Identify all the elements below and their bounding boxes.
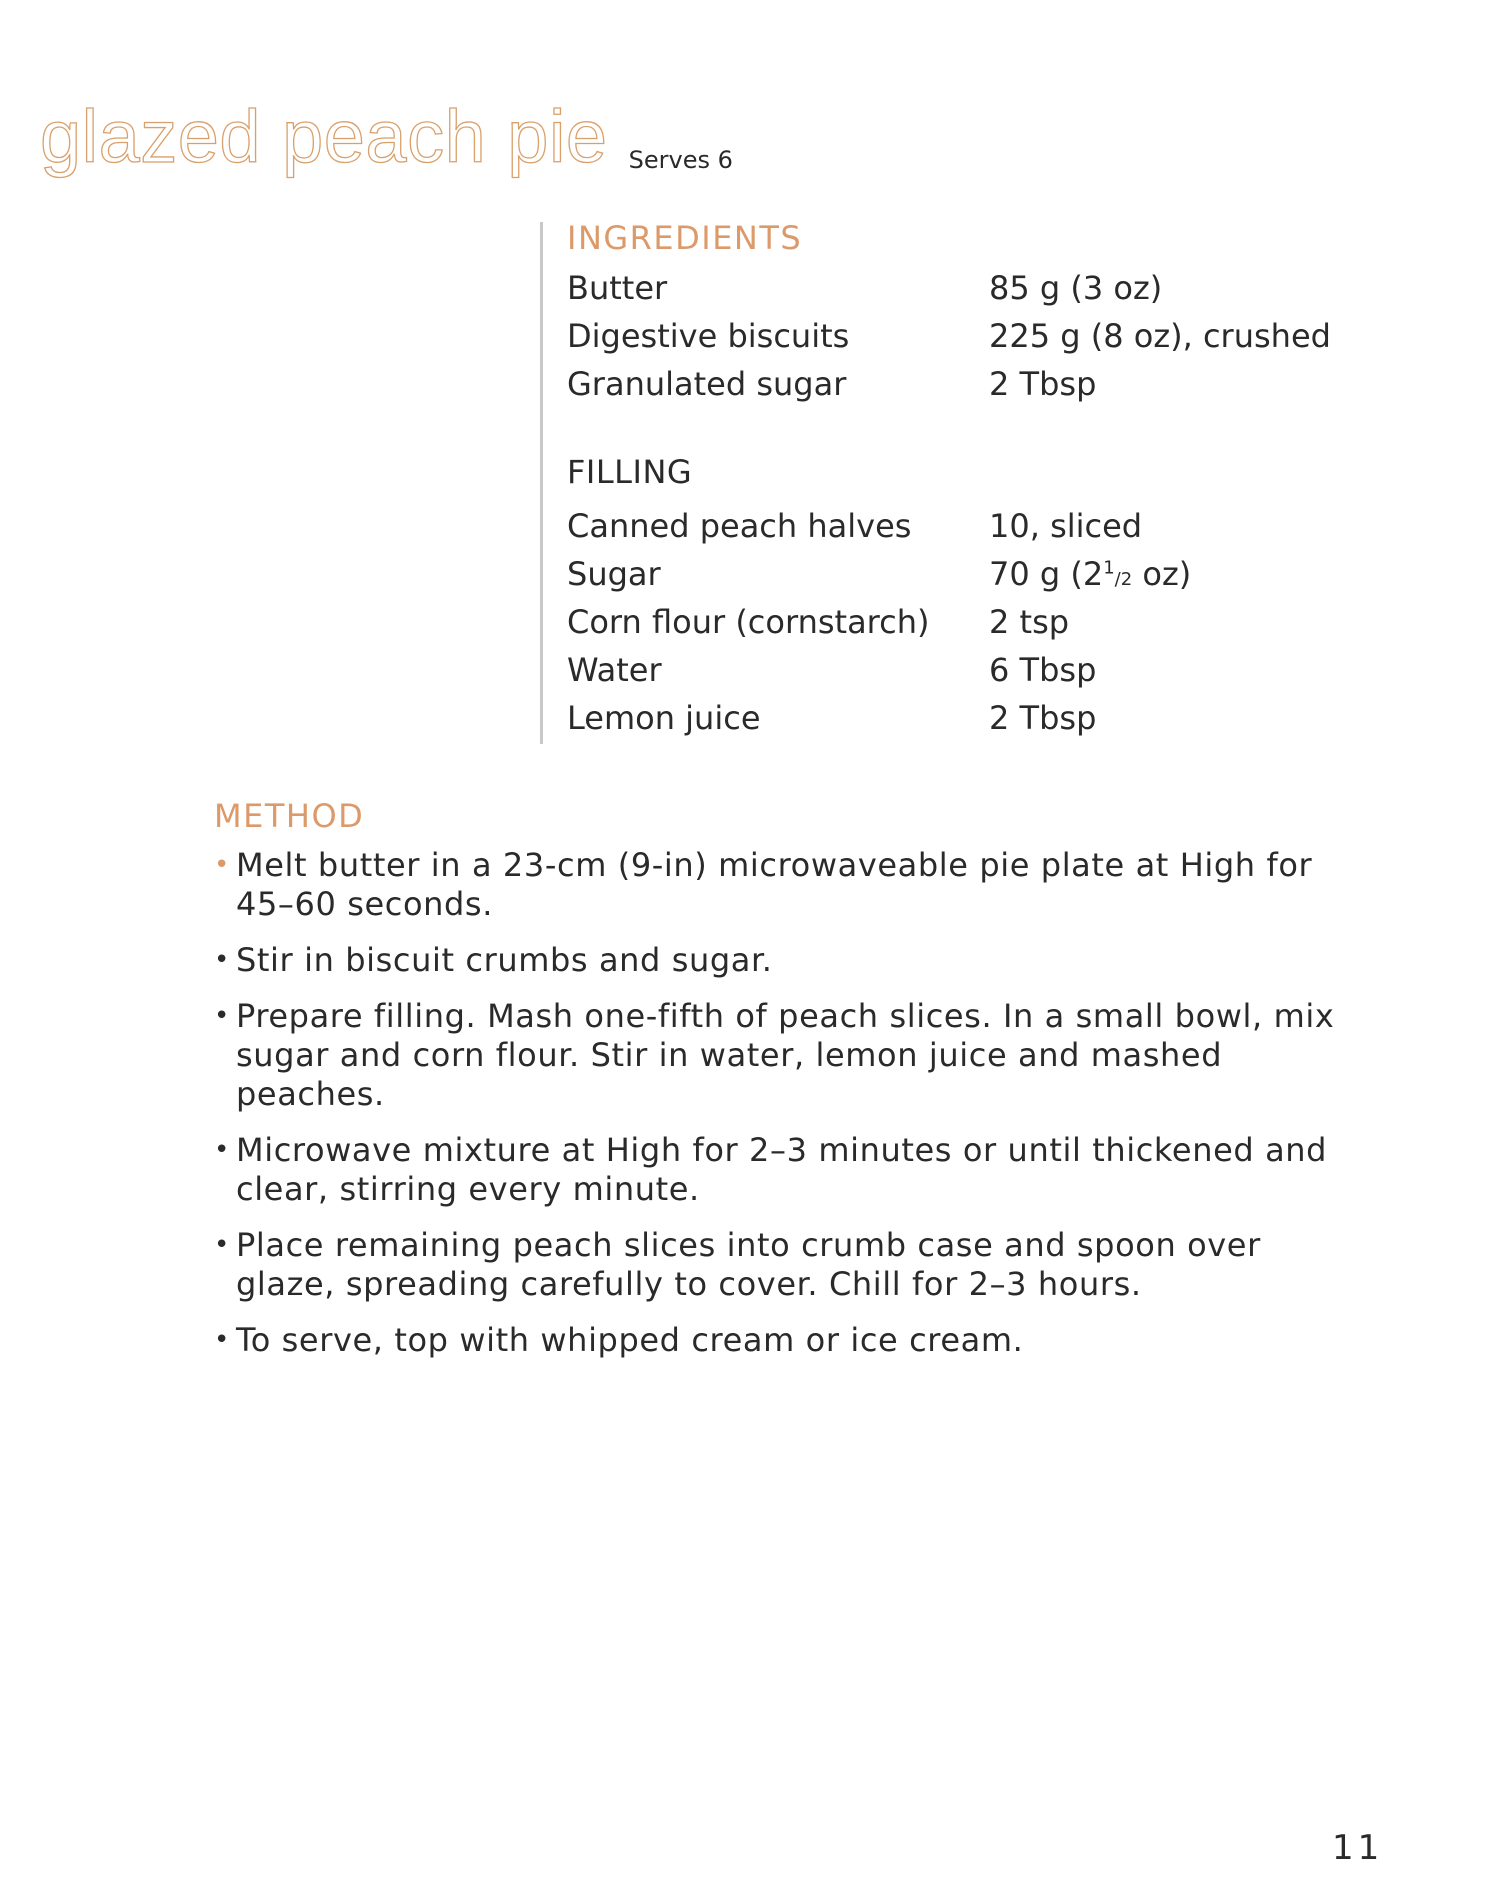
method-step: [214, 1321, 1364, 1360]
ingredient-name: Sugar: [567, 555, 661, 593]
recipe-title: glazed peach pie: [40, 95, 608, 178]
ingredient-row: [567, 598, 1340, 646]
ingredient-qty: 85 g (3 oz): [989, 269, 1163, 307]
ingredient-qty: 225 g (8 oz), crushed: [989, 317, 1331, 355]
filling-heading: FILLING: [567, 453, 693, 491]
ingredient-row: [567, 360, 1340, 408]
method-step: [214, 997, 1364, 1114]
ingredient-name: Digestive biscuits: [567, 317, 850, 355]
method-step: [214, 846, 1364, 924]
ingredient-row: [567, 312, 1340, 360]
qty-suffix: oz): [1132, 555, 1192, 593]
ingredient-name: Canned peach halves: [567, 507, 912, 545]
step-text: Prepare filling. Mash one-fifth of peach slices. In a small bowl, mix sugar and corn flour. Stir in water, lemon juice and mashed peaches.: [236, 997, 1335, 1113]
ingredient-name: Granulated sugar: [567, 365, 847, 403]
method-step: [214, 941, 1364, 980]
ingredient-qty: 6 Tbsp: [989, 651, 1097, 689]
bullet-icon: •: [214, 1230, 230, 1260]
step-text: Place remaining peach slices into crumb case and spoon over glaze, spreading carefully to cover. Chill for 2–3 hours.: [236, 1226, 1261, 1303]
ingredient-qty: [989, 555, 1340, 593]
ingredient-name: Corn flour (cornstarch): [567, 603, 930, 641]
bullet-icon: •: [214, 1001, 230, 1031]
bullet-icon: •: [214, 850, 230, 880]
ingredient-qty: 2 Tbsp: [989, 699, 1097, 737]
ingredient-row: [567, 694, 1340, 742]
step-text: Melt butter in a 23-cm (9-in) microwaveable pie plate at High for 45–60 seconds.: [236, 846, 1313, 923]
method-step: [214, 1131, 1364, 1209]
step-text: Microwave mixture at High for 2–3 minutes or until thickened and clear, stirring every minute.: [236, 1131, 1328, 1208]
ingredient-row: [567, 646, 1340, 694]
ingredient-row: [567, 502, 1340, 550]
ingredient-row: [567, 550, 1340, 598]
title-row: [40, 95, 733, 178]
ingredient-name: Lemon juice: [567, 699, 761, 737]
ingredient-name: Butter: [567, 269, 668, 307]
fraction-numerator: 1: [1103, 557, 1115, 579]
ingredient-qty: 2 Tbsp: [989, 365, 1097, 403]
fraction-denominator: /2: [1114, 569, 1133, 590]
bullet-icon: •: [214, 945, 230, 975]
step-text: Stir in biscuit crumbs and sugar.: [236, 941, 773, 979]
page-number: 11: [1332, 1828, 1384, 1868]
ingredients-heading: INGREDIENTS: [567, 219, 803, 257]
ingredient-row: [567, 264, 1340, 312]
step-text: To serve, top with whipped cream or ice cream.: [236, 1321, 1024, 1359]
method-step: [214, 1226, 1364, 1304]
ingredient-qty: 10, sliced: [989, 507, 1143, 545]
method-heading: METHOD: [214, 797, 365, 835]
ingredient-qty: 2 tsp: [989, 603, 1070, 641]
method-section: [214, 797, 1364, 1377]
ingredient-name: Water: [567, 651, 662, 689]
bullet-icon: •: [214, 1325, 230, 1355]
qty-prefix: 70 g (2: [989, 555, 1104, 593]
bullet-icon: •: [214, 1135, 230, 1165]
serves-label: Serves 6: [628, 146, 733, 174]
ingredients-panel: [540, 219, 1340, 744]
